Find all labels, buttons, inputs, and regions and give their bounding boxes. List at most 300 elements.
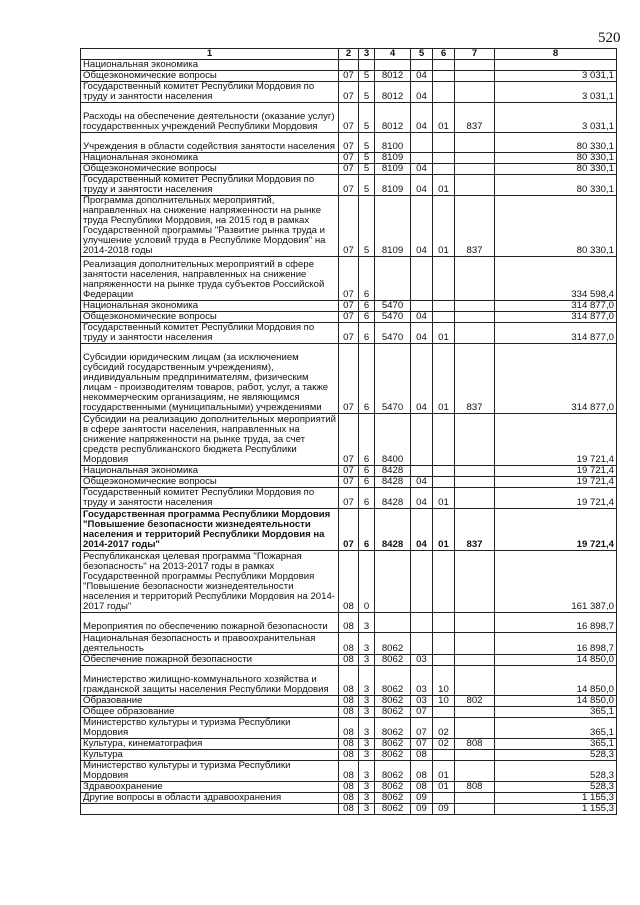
code-expense-type (455, 414, 495, 466)
code-chapter (411, 414, 433, 466)
code-expense-type (455, 82, 495, 103)
table-row (81, 750, 617, 761)
code-section: 07 (339, 414, 359, 466)
code-subchapter (433, 414, 455, 466)
table-row (81, 509, 617, 551)
code-section: 07 (339, 344, 359, 414)
code-expense-type: 802 (455, 696, 495, 707)
code-chapter: 07 (411, 739, 433, 750)
code-section: 08 (339, 761, 359, 782)
code-chapter: 08 (411, 782, 433, 793)
code-subchapter (433, 707, 455, 718)
code-target (375, 551, 411, 613)
row-amount: 16 898,7 (495, 613, 617, 633)
code-chapter: 04 (411, 103, 433, 133)
code-chapter (411, 133, 433, 153)
code-section: 08 (339, 707, 359, 718)
column-header: 3 (359, 49, 375, 60)
code-subsection: 5 (359, 153, 375, 164)
code-chapter: 04 (411, 509, 433, 551)
row-name: Субсидии на реализацию дополнительных мероприятий в сфере занятости населения, направленных на снижение напряженности на рынке труда, за счет средств республиканского бюджета Республики Мордовия (81, 414, 339, 466)
code-expense-type: 808 (455, 739, 495, 750)
table-row (81, 488, 617, 509)
table-row (81, 739, 617, 750)
code-chapter: 04 (411, 71, 433, 82)
row-name: Культура (81, 750, 339, 761)
table-row (81, 175, 617, 196)
code-subsection: 3 (359, 633, 375, 655)
code-subsection: 5 (359, 103, 375, 133)
code-expense-type (455, 301, 495, 312)
code-target: 8062 (375, 793, 411, 804)
row-amount: 1 155,3 (495, 793, 617, 804)
column-header: 4 (375, 49, 411, 60)
code-expense-type (455, 804, 495, 815)
code-subsection: 0 (359, 551, 375, 613)
table-row (81, 696, 617, 707)
code-expense-type (455, 551, 495, 613)
code-chapter (411, 613, 433, 633)
code-subsection: 5 (359, 196, 375, 257)
code-subchapter (433, 153, 455, 164)
code-subsection: 6 (359, 257, 375, 301)
row-name: Министерство жилищно-коммунального хозяйства и гражданской защиты населения Республики Мордовия (81, 666, 339, 696)
code-subchapter: 01 (433, 103, 455, 133)
code-target: 8062 (375, 666, 411, 696)
table-row (81, 153, 617, 164)
code-subsection (359, 60, 375, 71)
table-row (81, 707, 617, 718)
code-expense-type (455, 153, 495, 164)
row-amount: 314 877,0 (495, 323, 617, 344)
row-name: Расходы на обеспечение деятельности (оказание услуг) государственных учреждений Республики Мордовия (81, 103, 339, 133)
code-target: 8428 (375, 466, 411, 477)
code-subsection: 6 (359, 466, 375, 477)
code-section: 08 (339, 793, 359, 804)
code-section: 08 (339, 718, 359, 739)
code-expense-type (455, 257, 495, 301)
row-name: Национальная экономика (81, 60, 339, 71)
code-target: 8400 (375, 414, 411, 466)
code-subchapter (433, 71, 455, 82)
column-header: 2 (339, 49, 359, 60)
code-section: 07 (339, 164, 359, 175)
code-subchapter: 01 (433, 761, 455, 782)
code-chapter (411, 60, 433, 71)
code-target: 8428 (375, 477, 411, 488)
code-expense-type: 837 (455, 509, 495, 551)
code-target: 8062 (375, 655, 411, 666)
code-target: 8100 (375, 133, 411, 153)
table-header-row (81, 49, 617, 60)
code-chapter: 04 (411, 344, 433, 414)
code-expense-type (455, 323, 495, 344)
table-row (81, 804, 617, 815)
code-section: 08 (339, 782, 359, 793)
code-subchapter: 01 (433, 509, 455, 551)
code-section (339, 60, 359, 71)
code-subsection: 3 (359, 804, 375, 815)
page-number: 520 (598, 30, 621, 46)
code-target (375, 613, 411, 633)
row-name: Общеэкономические вопросы (81, 312, 339, 323)
code-expense-type: 808 (455, 782, 495, 793)
code-expense-type: 837 (455, 344, 495, 414)
row-amount: 334 598,4 (495, 257, 617, 301)
code-subsection: 6 (359, 488, 375, 509)
code-chapter: 03 (411, 696, 433, 707)
code-section: 07 (339, 477, 359, 488)
budget-table (80, 48, 617, 815)
code-subchapter: 09 (433, 804, 455, 815)
table-row (81, 414, 617, 466)
code-subsection: 3 (359, 761, 375, 782)
row-name: Государственный комитет Республики Мордовия по труду и занятости населения (81, 323, 339, 344)
table-row (81, 82, 617, 103)
code-expense-type (455, 175, 495, 196)
code-target: 8109 (375, 153, 411, 164)
row-amount: 19 721,4 (495, 477, 617, 488)
code-section: 08 (339, 666, 359, 696)
code-expense-type (455, 164, 495, 175)
table-row (81, 60, 617, 71)
code-subsection: 5 (359, 133, 375, 153)
code-target: 5470 (375, 323, 411, 344)
code-subchapter (433, 82, 455, 103)
row-amount: 14 850,0 (495, 655, 617, 666)
code-target: 8428 (375, 509, 411, 551)
code-target: 8062 (375, 804, 411, 815)
code-chapter: 04 (411, 175, 433, 196)
code-subchapter (433, 551, 455, 613)
row-amount: 365,1 (495, 718, 617, 739)
code-subsection: 5 (359, 164, 375, 175)
code-subsection: 3 (359, 750, 375, 761)
code-target: 8062 (375, 696, 411, 707)
table-row (81, 257, 617, 301)
table-row (81, 793, 617, 804)
row-name: Общеэкономические вопросы (81, 164, 339, 175)
row-amount: 80 330,1 (495, 164, 617, 175)
code-section: 07 (339, 175, 359, 196)
table-row (81, 301, 617, 312)
code-subchapter: 01 (433, 488, 455, 509)
code-expense-type (455, 718, 495, 739)
column-header: 7 (455, 49, 495, 60)
code-target (375, 60, 411, 71)
code-chapter: 04 (411, 312, 433, 323)
column-header: 8 (495, 49, 617, 60)
code-section: 07 (339, 82, 359, 103)
code-subchapter (433, 466, 455, 477)
table-row (81, 164, 617, 175)
code-section: 08 (339, 739, 359, 750)
code-subchapter (433, 312, 455, 323)
code-section: 07 (339, 257, 359, 301)
row-amount: 3 031,1 (495, 71, 617, 82)
code-subsection: 3 (359, 707, 375, 718)
code-subsection: 6 (359, 477, 375, 488)
code-target: 8012 (375, 103, 411, 133)
code-expense-type (455, 761, 495, 782)
table-row (81, 655, 617, 666)
code-subsection: 3 (359, 782, 375, 793)
code-section: 07 (339, 509, 359, 551)
row-name: Республиканская целевая программа "Пожарная безопасность" на 2013-2017 годы в рамках Государственной программы Республики Мордовия "Повышение безопасности жизнедеятельности населения и территорий Республики Мордовия на 2014-2017 годы" (81, 551, 339, 613)
row-amount: 1 155,3 (495, 804, 617, 815)
table-row (81, 761, 617, 782)
code-subchapter: 01 (433, 175, 455, 196)
code-expense-type (455, 466, 495, 477)
code-subsection: 3 (359, 613, 375, 633)
code-subchapter (433, 613, 455, 633)
code-section: 07 (339, 103, 359, 133)
code-section: 07 (339, 488, 359, 509)
table-row (81, 477, 617, 488)
code-chapter: 08 (411, 750, 433, 761)
code-subchapter (433, 133, 455, 153)
code-subsection: 5 (359, 82, 375, 103)
row-amount: 80 330,1 (495, 133, 617, 153)
row-amount: 3 031,1 (495, 103, 617, 133)
row-name: Национальная экономика (81, 466, 339, 477)
row-name: Учреждения в области содействия занятости населения (81, 133, 339, 153)
row-name: Государственный комитет Республики Мордовия по труду и занятости населения (81, 175, 339, 196)
table-row (81, 613, 617, 633)
code-target: 8062 (375, 718, 411, 739)
code-expense-type (455, 312, 495, 323)
code-section: 08 (339, 804, 359, 815)
table-row (81, 133, 617, 153)
code-subchapter (433, 164, 455, 175)
code-subchapter (433, 793, 455, 804)
code-chapter: 04 (411, 323, 433, 344)
code-section: 08 (339, 551, 359, 613)
code-expense-type (455, 71, 495, 82)
row-amount (495, 60, 617, 71)
code-section: 08 (339, 750, 359, 761)
row-name: Мероприятия по обеспечению пожарной безопасности (81, 613, 339, 633)
code-section: 08 (339, 613, 359, 633)
code-section: 07 (339, 323, 359, 344)
table-row (81, 666, 617, 696)
row-amount: 314 877,0 (495, 301, 617, 312)
row-amount: 314 877,0 (495, 344, 617, 414)
row-amount: 3 031,1 (495, 82, 617, 103)
row-name: Министерство культуры и туризма Республики Мордовия (81, 718, 339, 739)
code-subsection: 6 (359, 301, 375, 312)
row-amount: 365,1 (495, 707, 617, 718)
code-section: 07 (339, 466, 359, 477)
code-subchapter: 10 (433, 666, 455, 696)
code-subsection: 3 (359, 655, 375, 666)
row-amount: 16 898,7 (495, 633, 617, 655)
code-target: 8109 (375, 164, 411, 175)
code-subsection: 6 (359, 414, 375, 466)
code-chapter (411, 301, 433, 312)
code-chapter: 07 (411, 718, 433, 739)
row-name: Образование (81, 696, 339, 707)
row-name: Национальная экономика (81, 301, 339, 312)
code-subsection: 6 (359, 323, 375, 344)
row-amount: 19 721,4 (495, 509, 617, 551)
row-amount: 161 387,0 (495, 551, 617, 613)
code-target: 8109 (375, 196, 411, 257)
code-subchapter (433, 60, 455, 71)
code-subchapter (433, 477, 455, 488)
code-section: 08 (339, 655, 359, 666)
row-name: Государственный комитет Республики Мордовия по труду и занятости населения (81, 488, 339, 509)
row-name: Общее образование (81, 707, 339, 718)
code-expense-type (455, 793, 495, 804)
row-amount: 528,3 (495, 782, 617, 793)
code-subsection: 5 (359, 175, 375, 196)
table-row (81, 718, 617, 739)
code-section: 07 (339, 153, 359, 164)
code-subchapter: 01 (433, 323, 455, 344)
code-target: 5470 (375, 344, 411, 414)
table-row (81, 196, 617, 257)
code-subchapter: 01 (433, 196, 455, 257)
code-subsection: 3 (359, 739, 375, 750)
row-name: Здравоохранение (81, 782, 339, 793)
code-chapter (411, 466, 433, 477)
table-row (81, 466, 617, 477)
code-chapter: 04 (411, 164, 433, 175)
code-subsection: 3 (359, 718, 375, 739)
row-amount: 19 721,4 (495, 488, 617, 509)
column-header: 5 (411, 49, 433, 60)
code-target: 8062 (375, 750, 411, 761)
row-amount: 80 330,1 (495, 175, 617, 196)
code-chapter (411, 153, 433, 164)
code-subchapter: 02 (433, 739, 455, 750)
code-chapter: 04 (411, 477, 433, 488)
code-expense-type: 837 (455, 103, 495, 133)
column-header: 1 (81, 49, 339, 60)
row-name: Другие вопросы в области здравоохранения (81, 793, 339, 804)
code-target: 8062 (375, 739, 411, 750)
row-name: Государственный комитет Республики Мордовия по труду и занятости населения (81, 82, 339, 103)
code-chapter (411, 257, 433, 301)
code-expense-type (455, 488, 495, 509)
code-subchapter (433, 257, 455, 301)
code-subchapter (433, 655, 455, 666)
code-chapter: 03 (411, 666, 433, 696)
code-subchapter: 02 (433, 718, 455, 739)
code-expense-type (455, 133, 495, 153)
code-chapter (411, 633, 433, 655)
row-amount: 14 850,0 (495, 696, 617, 707)
row-name: Субсидии юридическим лицам (за исключением субсидий государственным учреждениям), индивидуальным предпринимателям, физическим лицам - производителям товаров, работ, услуг, а также некоммерческим организациям, не являющимся государственными (муниципальными) учреждениями (81, 344, 339, 414)
table-row (81, 103, 617, 133)
code-subsection: 3 (359, 666, 375, 696)
row-name: Государственная программа Республики Мордовия "Повышение безопасности жизнедеятельности населения и территорий Республики Мордовия на 2014-2017 годы" (81, 509, 339, 551)
row-amount: 528,3 (495, 761, 617, 782)
code-target: 8062 (375, 707, 411, 718)
code-subchapter: 10 (433, 696, 455, 707)
code-target: 5470 (375, 312, 411, 323)
column-header: 6 (433, 49, 455, 60)
code-chapter: 04 (411, 488, 433, 509)
code-subsection: 6 (359, 509, 375, 551)
code-chapter: 07 (411, 707, 433, 718)
code-expense-type (455, 655, 495, 666)
code-expense-type (455, 707, 495, 718)
code-target: 8012 (375, 71, 411, 82)
table-row (81, 633, 617, 655)
code-section: 07 (339, 196, 359, 257)
code-chapter: 08 (411, 761, 433, 782)
code-subsection: 6 (359, 312, 375, 323)
code-expense-type (455, 477, 495, 488)
code-target (375, 257, 411, 301)
code-target: 8062 (375, 633, 411, 655)
row-name: Национальная безопасность и правоохранительная деятельность (81, 633, 339, 655)
code-expense-type (455, 750, 495, 761)
code-chapter (411, 551, 433, 613)
row-name (81, 804, 339, 815)
row-name: Программа дополнительных мероприятий, направленных на снижение напряженности на рынке труда Республики Мордовия, на 2015 год в рамках Государственной программы "Развитие рынка труда и улучшение условий труда в Республике Мордовия" на 2014-2018 годы (81, 196, 339, 257)
code-chapter: 03 (411, 655, 433, 666)
code-subchapter: 01 (433, 782, 455, 793)
table-row (81, 323, 617, 344)
row-amount: 528,3 (495, 750, 617, 761)
code-section: 08 (339, 633, 359, 655)
code-subchapter (433, 633, 455, 655)
code-subchapter (433, 301, 455, 312)
code-section: 07 (339, 312, 359, 323)
table-row (81, 344, 617, 414)
row-amount: 80 330,1 (495, 153, 617, 164)
code-expense-type (455, 633, 495, 655)
row-name: Национальная экономика (81, 153, 339, 164)
code-target: 5470 (375, 301, 411, 312)
table-row (81, 71, 617, 82)
row-name: Общеэкономические вопросы (81, 71, 339, 82)
code-chapter: 04 (411, 82, 433, 103)
code-section: 08 (339, 696, 359, 707)
code-section: 07 (339, 301, 359, 312)
code-expense-type (455, 666, 495, 696)
row-name: Обеспечение пожарной безопасности (81, 655, 339, 666)
row-amount: 80 330,1 (495, 196, 617, 257)
code-target: 8109 (375, 175, 411, 196)
row-amount: 14 850,0 (495, 666, 617, 696)
row-name: Министерство культуры и туризма Республики Мордовия (81, 761, 339, 782)
code-expense-type: 837 (455, 196, 495, 257)
code-target: 8012 (375, 82, 411, 103)
code-target: 8428 (375, 488, 411, 509)
row-name: Общеэкономические вопросы (81, 477, 339, 488)
code-section: 07 (339, 133, 359, 153)
row-name: Реализация дополнительных мероприятий в сфере занятости населения, направленных на снижение напряженности на рынке труда субъектов Российской Федерации (81, 257, 339, 301)
code-target: 8062 (375, 782, 411, 793)
code-target: 8062 (375, 761, 411, 782)
code-subsection: 6 (359, 344, 375, 414)
table-row (81, 782, 617, 793)
row-name: Культура, кинематография (81, 739, 339, 750)
table-row (81, 551, 617, 613)
code-subsection: 3 (359, 793, 375, 804)
code-expense-type (455, 613, 495, 633)
code-subsection: 3 (359, 696, 375, 707)
code-subsection: 5 (359, 71, 375, 82)
code-subchapter (433, 750, 455, 761)
row-amount: 365,1 (495, 739, 617, 750)
code-subchapter: 01 (433, 344, 455, 414)
row-amount: 19 721,4 (495, 466, 617, 477)
